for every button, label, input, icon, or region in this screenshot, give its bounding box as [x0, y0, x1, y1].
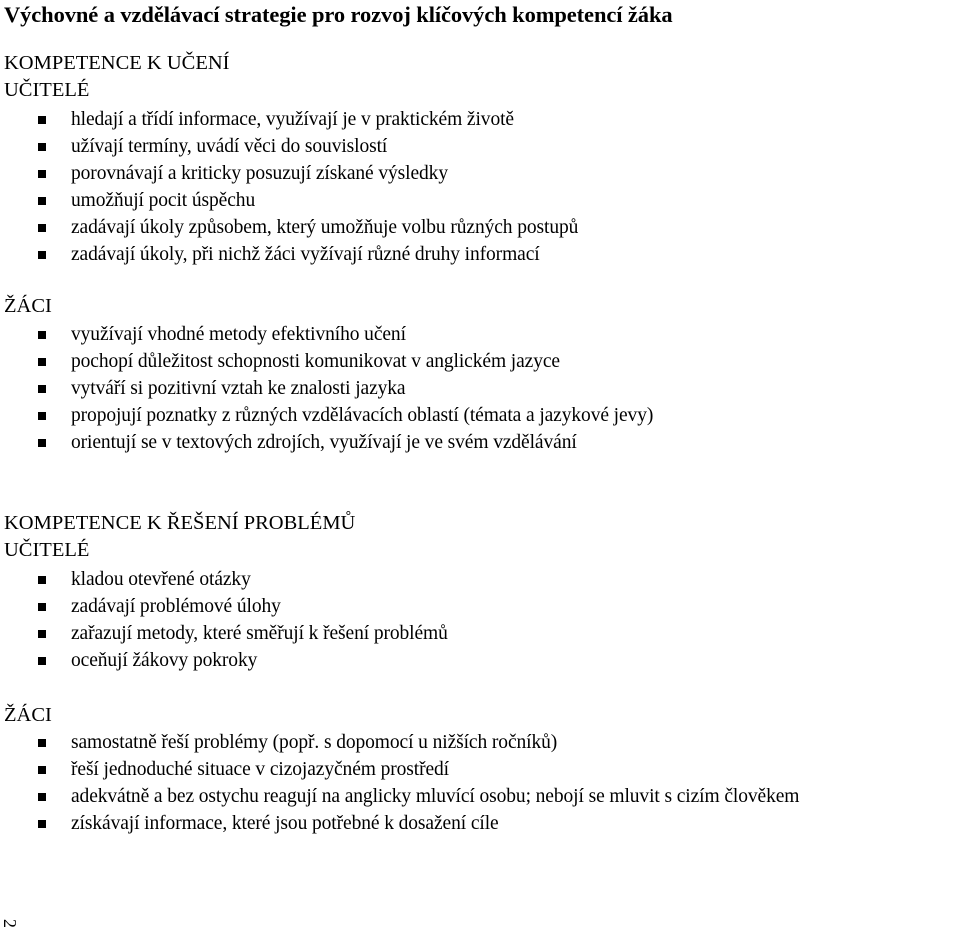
list-item-text: řeší jednoduché situace v cizojazyčném prostředí: [71, 759, 450, 780]
square-bullet-icon: [38, 331, 46, 339]
square-bullet-icon: [38, 793, 46, 801]
list-item-text: získávají informace, které jsou potřebné k dosažení cíle: [71, 813, 499, 834]
square-bullet-icon: [38, 224, 46, 232]
page-number: 2: [0, 919, 20, 928]
list-item-text: zařazují metody, které směřují k řešení problémů: [71, 623, 448, 644]
group-label-teachers: UČITELÉ: [4, 79, 90, 101]
list-item-text: hledají a třídí informace, využívají je v praktickém životě: [71, 109, 514, 130]
square-bullet-icon: [38, 766, 46, 774]
list-item-text: orientují se v textových zdrojích, využívají je ve svém vzdělávání: [71, 432, 577, 453]
square-bullet-icon: [38, 170, 46, 178]
section-heading-problem-solving: KOMPETENCE K ŘEŠENÍ PROBLÉMŮ: [4, 512, 356, 534]
list-item-text: zadávají problémové úlohy: [71, 596, 281, 617]
list-item-text: kladou otevřené otázky: [71, 569, 251, 590]
list-item-text: porovnávají a kriticky posuzují získané výsledky: [71, 163, 448, 184]
square-bullet-icon: [38, 116, 46, 124]
list-item-text: umožňují pocit úspěchu: [71, 190, 256, 211]
group-label-students: ŽÁCI: [4, 295, 52, 317]
list-item-text: pochopí důležitost schopnosti komunikovat v anglickém jazyce: [71, 351, 560, 372]
group-label-teachers: UČITELÉ: [4, 539, 90, 561]
square-bullet-icon: [38, 820, 46, 828]
list-item-text: propojují poznatky z různých vzdělávacích oblastí (témata a jazykové jevy): [71, 405, 654, 426]
square-bullet-icon: [38, 412, 46, 420]
square-bullet-icon: [38, 358, 46, 366]
list-item-text: vytváří si pozitivní vztah ke znalosti jazyka: [71, 378, 406, 399]
square-bullet-icon: [38, 251, 46, 259]
square-bullet-icon: [38, 439, 46, 447]
square-bullet-icon: [38, 143, 46, 151]
square-bullet-icon: [38, 197, 46, 205]
square-bullet-icon: [38, 657, 46, 665]
square-bullet-icon: [38, 385, 46, 393]
list-item-text: adekvátně a bez ostychu reagují na anglicky mluvící osobu; nebojí se mluvit s cizím člověkem: [71, 786, 800, 807]
list-item-text: užívají termíny, uvádí věci do souvislostí: [71, 136, 388, 157]
square-bullet-icon: [38, 630, 46, 638]
square-bullet-icon: [38, 576, 46, 584]
list-item-text: samostatně řeší problémy (popř. s dopomocí u nižších ročníků): [71, 732, 558, 753]
square-bullet-icon: [38, 739, 46, 747]
document-title: Výchovné a vzdělávací strategie pro rozvoj klíčových kompetencí žáka: [4, 2, 673, 27]
list-item-text: oceňují žákovy pokroky: [71, 650, 258, 671]
group-label-students: ŽÁCI: [4, 704, 52, 726]
list-item-text: zadávají úkoly, při nichž žáci vyžívají různé druhy informací: [71, 244, 540, 265]
list-item-text: zadávají úkoly způsobem, který umožňuje volbu různých postupů: [71, 217, 579, 238]
list-item-text: využívají vhodné metody efektivního učení: [71, 324, 406, 345]
square-bullet-icon: [38, 603, 46, 611]
section-heading-learning: KOMPETENCE K UČENÍ: [4, 52, 230, 74]
